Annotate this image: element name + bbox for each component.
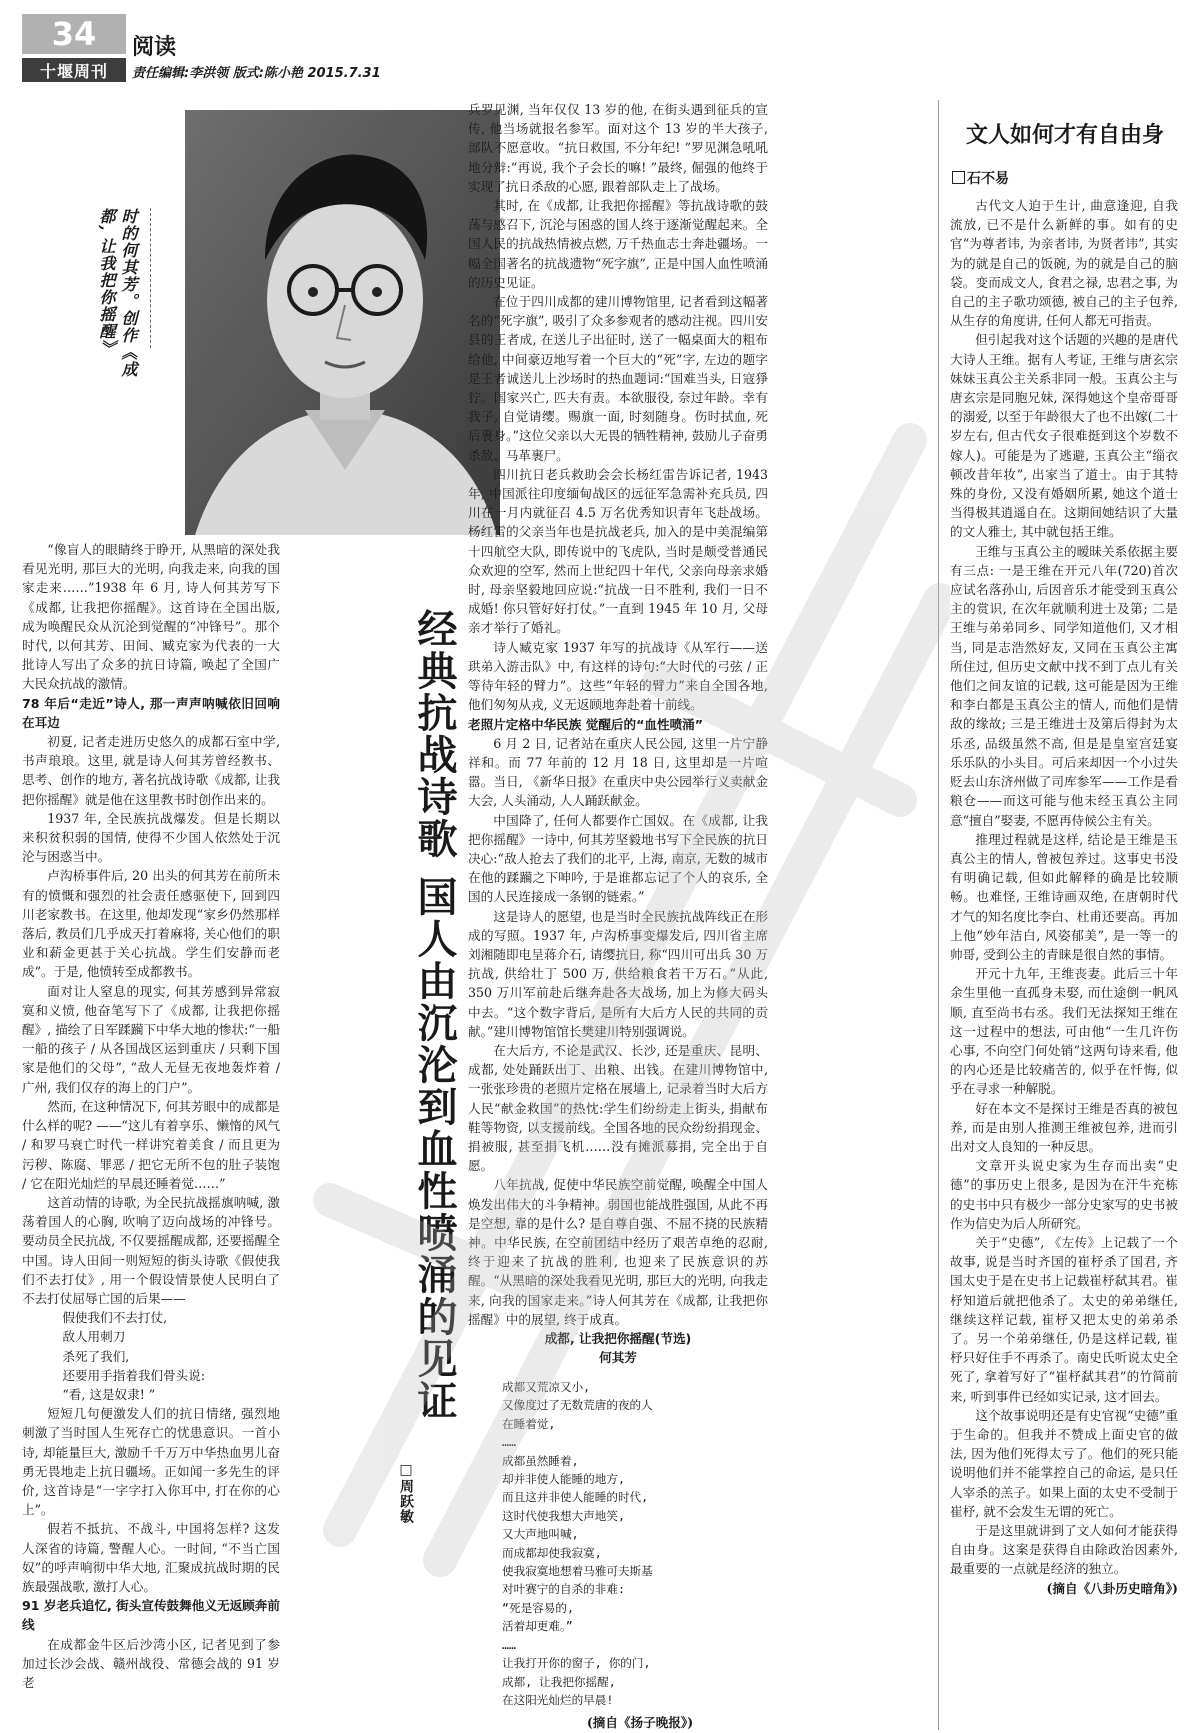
- poem-line: 又像度过了无数荒唐的夜的人: [502, 1398, 653, 1413]
- paragraph: 还要用手指着我们骨头说:: [62, 1367, 206, 1383]
- paragraph: 其时, 在《成都, 让我把你摇醒》等抗战诗歌的鼓荡与感召下, 沉沦与困惑的国人终于逐渐觉醒起来。全国人民的抗战热情被点燃, 万千热血志士奔赴疆场。一幅全国著名的抗战遗物“死字旗”, 正是中国人血性喷涌的历史见证。: [468, 198, 768, 290]
- side-paragraph: 王维与玉真公主的暧昧关系依据主要有三点: 一是王维在开元八年(720)首次应试名落孙山, 后因音乐才能受到玉真公主的赏识, 在次年就顺利进士及第; 二是王维与弟弟同乡、同学知道他们, 又才相当, 同是志浩然好友, 又同在玉真公主寓所住过, 但历史文献中找不到丁点儿有关他们之间友谊的记载, 这可能是因为王维和李白都是玉真公主的情人, 而他们是情敌的缘故; 三是王维进士及第后得封为太乐丞, 品级虽然不高, 但是是皇室宫廷宴乐乐队的小头目。可后来却因一个小过失贬去山东济州做了司库参军——工作是看粮仓——而这可能与他未经玉真公主同意“擅自”娶妻, 不愿再侍候公主有关。: [950, 543, 1178, 828]
- side-paragraph: 关于“史德”, 《左传》上记载了一个故事, 说是当时齐国的崔杼杀了国君, 齐国太史于是在史书上记载崔杼弑其君。崔杼知道后就把他杀了。太史的弟弟继任, 继续这样记载, 崔杼又把太史的弟弟杀了。另一个弟弟继任, 仍是这样记载, 崔杼只好住手不再杀了。南史氏听说太史全死了, 拿着写好了“崔杼弑其君”的竹简前来, 听到事件已经如实记录, 这才回去。: [950, 1234, 1178, 1404]
- sidebar-divider: [938, 100, 939, 1730]
- poem-line: ……: [502, 1435, 516, 1450]
- editor-credits: 责任编辑:李洪领 版式:陈小艳 2015.7.31: [132, 66, 381, 81]
- subheading: 78 年后“走近”诗人, 那一声声呐喊依旧回响在耳边: [22, 695, 280, 730]
- poem-line: 又大声地叫喊,: [502, 1527, 579, 1542]
- paragraph: 诗人臧克家 1937 年写的抗战诗《从军行——送珙弟入游击队》中, 有这样的诗句:“大时代的弓弦 / 正等待年轻的臂力”。这些“年轻的臂力”来自全国各地, 他们匆匆从戎, 义无返顾地奔赴着十前线。: [468, 639, 768, 713]
- paragraph: 卢沟桥事件后, 20 出头的何其芳在前所未有的愤慨和强烈的社会责任感驱使下, 回到四川老家教书。在这里, 他却发现“家乡仍然那样落后, 教员们几乎成天打着麻将, 关心他们的职业和薪金更甚于关心抗战。学生们安静而老成”。于是, 他愤转至成都教书。: [22, 868, 280, 980]
- paragraph: 初夏, 记者走进历史悠久的成都石室中学, 书声琅琅。这里, 就是诗人何其芳曾经教书、思考、创作的地方, 著名抗战诗歌《成都, 让我把你摇醒》就是他在这里教书时创作出来的。: [22, 734, 280, 807]
- paragraph: 兵罗见渊, 当年仅仅 13 岁的他, 在街头遇到征兵的宣传, 他当场就报名参军。面对这个 13 岁的半大孩子, 部队不愿意收。“抗日救国, 不分年纪! ”罗见渊急吼吼地分辩:“再说, 我个子会长的嘛! ”最终, 倔强的他终于实现了抗日杀敌的心愿, 跟着部队走上了战场。: [468, 102, 768, 194]
- paragraph: 然而, 在这种情况下, 何其芳眼中的成都是什么样的呢? ——“这儿有着享乐、懒惰的风气 / 和罗马衰亡时代一样讲究着美食 / 而且更为污秽、陈腐、罪恶 / 把它无所不包的肚子装饱 / 它在阳光灿烂的早晨还睡着觉……”: [22, 1098, 280, 1191]
- caption-divider: [150, 208, 151, 348]
- main-author: □周跃敏: [398, 1462, 414, 1524]
- paragraph: 6 月 2 日, 记者站在重庆人民公园, 这里一片宁静祥和。而 77 年前的 12 月 18 日, 这里却是一片喧嚣。当日, 《新华日报》在重庆中央公园举行义卖献金大会, 人头涌动, 人人踊跃献金。: [468, 735, 768, 809]
- side-author-name: 石不易: [967, 171, 1009, 187]
- poem-line: 活着却更难。”: [502, 1619, 573, 1634]
- poem-line: ……: [502, 1637, 516, 1652]
- portrait-illustration: [185, 110, 500, 535]
- poem-line: 而且这并非使人能睡的时代,: [502, 1490, 649, 1505]
- poem-line: 使我寂寞地想着马雅可夫斯基: [502, 1564, 653, 1579]
- poem-title: 何其芳: [599, 1350, 637, 1366]
- author-marker-icon: [952, 171, 965, 184]
- paragraph: 中国降了, 任何人都要作亡国奴。在《成都, 让我把你摇醒》一诗中, 何其芳坚毅地书写下全民族的抗日决心:“敌人抢去了我们的北平, 上海, 南京, 无数的城市在他的蹂躏之下呻吟, 于是谁都忘记了个人的哀乐, 全国的人民连接成一条钢的链索。”: [468, 812, 768, 905]
- paragraph: 面对让人窒息的现实, 何其芳感到异常寂寞和义愤, 他奋笔写下了《成都, 让我把你摇醒》, 描绘了日军蹂躏下中华大地的惨状:“一船一船的孩子 / 从各国战区运到重庆 / 只剩下国家是他们的父母”, “敌人无昼无夜地轰炸着 / 广州, 我们仅存的海上的门户”。: [22, 983, 280, 1095]
- side-paragraph: 好在本文不是探讨王维是否真的被包养, 而是由别人推测王维被包养, 进而引出对文人良知的一种反思。: [950, 1100, 1178, 1154]
- paragraph: 在大后方, 不论是武汉、长沙, 还是重庆、昆明、成都, 处处踊跃出丁、出粮、出钱。在建川博物馆中, 一张张珍贵的老照片定格在展墙上, 记录着当时大后方人民“献金救国”的热忱:学生们纷纷走上街头, 捐献布鞋等物资, 以支援前线。全国各地的民众纷纷捐现金、捐被服, 甚至捐飞机……没有摊派募捐, 完全出于自愿。: [468, 1042, 768, 1174]
- paragraph: 这首动情的诗歌, 为全民抗战摇旗呐喊, 激荡着国人的心胸, 吹响了迈向战场的冲锋号。要动员全民抗战, 不仅要摇醒成都, 还要摇醒全中国。诗人田间一则短短的街头诗歌《假使我们不去打仗》, 用一个假设情景使人民明白了不去打仗屈辱亡国的后果——: [22, 1194, 280, 1306]
- section-title: 阅读: [132, 35, 177, 60]
- side-paragraph: 但引起我对这个话题的兴趣的是唐代大诗人王维。据有人考证, 王维与唐玄宗妹妹玉真公主关系非同一般。玉真公主与唐玄宗是同胞兄妹, 深得她这个皇帝哥哥的溺爱, 以至于年龄很大了也不出嫁(二十岁左右, 但古代女子很难挺到这个岁数不嫁人)。可能是为了逃避, 玉真公主“缁衣顿改昔年妆”, 出家当了道士。由于其特殊的身份, 又没有婚姻所累, 她这个道士当得极其逍遥自在。这期间她结识了大量的文人雅士, 其中就包括王维。: [950, 332, 1178, 540]
- portrait-photo: [185, 110, 500, 535]
- paragraph: 杀死了我们,: [62, 1348, 130, 1364]
- poem-line: 在睡着觉,: [502, 1416, 556, 1431]
- paragraph: “像盲人的眼睛终于睁开, 从黑暗的深处我看见光明, 那巨大的光明, 向我走来, 向我的国家走来……”1938 年 6 月, 诗人何其芳写下《成都, 让我把你摇醒》。这首诗在全国出版, 成为唤醒民众从沉沦到觉醒的“冲锋号”。那个时代, 以何其芳、田间、臧克家为代表的一大批诗人写出了众多的抗日诗篇, 唤起了全国广大民众抗战的激情。: [22, 542, 280, 692]
- paragraph: 短短几句便激发人们的抗日情绪, 强烈地刺激了当时国人生死存亡的忧患意识。一首小诗, 却能量巨大, 激励千千万万中华热血男儿奋勇无畏地走上抗日疆场。正如闻一多先生的评价, 这首诗是“一字字打入你耳中, 打在你的心上”。: [22, 1406, 280, 1518]
- poem-excerpt: [500, 1378, 780, 1733]
- photo-caption: 时的何其芳。创作《成都, 让我把你摇醒》: [97, 208, 138, 378]
- poem-line: “死是容易的,: [502, 1600, 574, 1615]
- poem-line: 成都虽然睡着,: [502, 1453, 579, 1468]
- side-article-author: [952, 168, 1009, 188]
- paragraph: “看, 这是奴隶! ”: [62, 1386, 156, 1402]
- main-article-column-1: [22, 540, 280, 1692]
- side-paragraph: 推理过程就是这样, 结论是王维是玉真公主的情人, 曾被包养过。这事史书没有明确记载, 但如此解释的确是比较顺畅。也难怪, 王维诗画双绝, 在唐朝时代才气的知名度比李白、杜甫还要高。再加上他“妙年洁白, 风姿郁美”, 是一等一的帅哥, 受到公主的青睐是很自然的事情。: [950, 831, 1178, 962]
- paragraph: 这是诗人的愿望, 也是当时全民族抗战阵线正在形成的写照。1937 年, 卢沟桥事变爆发后, 四川省主席刘湘随即电呈蒋介石, 请缨抗日, 称“四川可出兵 30 万抗战, 供给壮丁 500 万, 供给粮食若干万石。”从此, 350 万川军前赴后继奔赴各大战场, 加上为修大码头中去。“这个数字背后, 是所有大后方人民的共同的贡献。”建川博物馆馆长樊建川特别强调说。: [468, 908, 768, 1039]
- side-paragraph: 这个故事说明还是有史官视“史德”重于生命的。但我并不赞成上面史官的做法, 因为他们死得太亏了。他们的死只能说明他们并不能掌控自己的命运, 是只任人宰杀的羔子。如果上面的太史不受制于崔杼, 就不会发生无谓的死亡。: [950, 1407, 1178, 1519]
- poem-line: 对叶赛宁的自杀的非难:: [502, 1582, 625, 1597]
- side-source: (摘自《八卦历史暗角》): [1046, 1580, 1178, 1596]
- side-article-body: [950, 196, 1178, 1598]
- paragraph: 敌人用刺刀: [62, 1329, 126, 1345]
- paragraph: 四川抗日老兵救助会会长杨红雷告诉记者, 1943 年, 中国派往印度缅甸战区的远征军急需补充兵员, 四川在一月内就征召 4.5 万名优秀知识青年飞赴战场。杨红雷的父亲当年也是抗战老兵, 加入的是中美混编第十四航空大队, 即传说中的飞虎队, 当时是颇受普通民众欢迎的空军, 然而上世纪四十年代, 父亲向母亲求婚时, 母亲坚毅地回应说:“抗战一日不胜利, 我们一日不成婚! 你只管好好打仗。”一直到 1945 年 10 月, 父母亲才举行了婚礼。: [468, 466, 768, 636]
- side-paragraph: 古代文人迫于生计, 曲意逢迎, 自我流放, 已不是什么新鲜的事。如有的史官“为尊者讳, 为亲者讳, 为贤者讳”, 其实为的就是自己的饭碗, 为的就是自己的脑袋。变而成文人, 食君之禄, 忠君之事, 为自己的主子歌功颂德, 被自己的主子包养, 从生存的角度讲, 任何人都无可指责。: [950, 198, 1178, 329]
- poem-lines: [500, 1378, 780, 1709]
- paragraph: 1937 年, 全民族抗战爆发。但是长期以来积贫积弱的国情, 使得不少国人依然处于沉沦与困惑当中。: [22, 810, 280, 865]
- poem-line: 在这阳光灿烂的早晨!: [502, 1692, 614, 1707]
- paragraph: 在位于四川成都的建川博物馆里, 记者看到这幅著名的“死字旗”, 吸引了众多参观者的感动注视。四川安县的王者成, 在送儿子出征时, 送了一幅桌面大的粗布给他, 中间豪迈地写着一个巨大的“死”字, 左边的题字是王者诚送儿上沙场时的热血题词:“国难当头, 日寇猙狞。国家兴亡, 匹夫有责。本欲服役, 奈过年龄。幸有我子, 自觉请缨。赐旗一面, 时刻随身。伤时拭血, 死后裹身。”这位父亲以大无畏的牺牲精神, 鼓励儿子奋勇杀敌、马革裹尸。: [468, 294, 768, 463]
- poem-line: 成都又荒凉又小,: [502, 1380, 591, 1394]
- paragraph: 假使我们不去打仗,: [62, 1310, 168, 1326]
- subheading: 老照片定格中华民族 觉醒后的“血性喷涌”: [468, 716, 704, 732]
- side-paragraph: 开元十九年, 王维丧妻。此后三十年余生里他一直孤身未娶, 而仕途倒一帆风顺, 直至尚书右丞。我们无法探知王维在这一过程中的想法, 可由他“一生几许伤心事, 不向空门何处销”这两句诗来看, 他的内心还是比较痛苦的, 似乎在忏悔, 似乎在寻求一种解脱。: [950, 966, 1178, 1097]
- poem-line: 而成都却使我寂寞,: [502, 1545, 602, 1560]
- side-paragraph: 于是这里就讲到了文人如何才能获得自由身。这案是获得自由除政治因素外, 最重要的一点就是经济的独立。: [950, 1523, 1178, 1577]
- side-paragraph: 文章开头说史家为生存而出卖“史德”的事历史上很多, 是因为在汗牛充栋的史书中只有极少一部分史家写的史书被作为信史为后人所研究。: [950, 1158, 1178, 1231]
- paragraph: 在成都金牛区后沙湾小区, 记者见到了参加过长沙会战、赣州战役、常德会战的 91 岁老: [22, 1636, 280, 1690]
- page-number: 34: [22, 14, 126, 54]
- main-headline: 经典抗战诗歌 国人由沉沦到血性喷涌的见证: [411, 608, 457, 1422]
- paragraph: 假若不抵抗、不战斗, 中国将怎样? 这发人深省的诗篇, 警醒人心。一时间, “不当亡国奴”的呼声响彻中华大地, 汇聚成抗战时期的民族最强战歌, 激打人心。: [22, 1521, 280, 1594]
- page-number-box: [22, 14, 126, 80]
- poem-line: 让我打开你的窗子, 你的门,: [502, 1656, 651, 1671]
- subheading: 91 岁老兵追忆, 街头宣传鼓舞他义无返顾奔前线: [22, 1598, 280, 1633]
- poem-title: 成都, 让我把你摇醒(节选): [544, 1331, 692, 1346]
- side-article-title: 文人如何才有自由身: [965, 123, 1164, 148]
- main-article-column-2: [468, 100, 768, 1367]
- paragraph: 八年抗战, 促使中华民族空前觉醒, 唤醒全中国人焕发出伟大的斗争精神。弱国也能战胜强国, 从此不再是空想, 靠的是什么? 是自尊自强、不屈不挠的民族精神。中华民族, 在空前团结中经历了艰苦卓绝的忍耐, 终于迎来了抗战的胜利, 也迎来了民族意识的苏醒。“从黑暗的深处我看见光明, 那巨大的光明, 向我走来, 向我的国家走来。”诗人何其芳在《成都, 让我把你摇醒》中的展望, 终于成真。: [468, 1177, 768, 1327]
- poem-source: (摘自《扬子晚报》): [586, 1715, 694, 1731]
- poem-line: 这时代使我想大声地笑,: [502, 1508, 625, 1523]
- poem-line: 成都, 让我把你摇醒,: [502, 1674, 616, 1689]
- paper-name: 十堰周刊: [22, 58, 126, 82]
- poem-line: 却并非使人能睡的地方,: [502, 1472, 625, 1487]
